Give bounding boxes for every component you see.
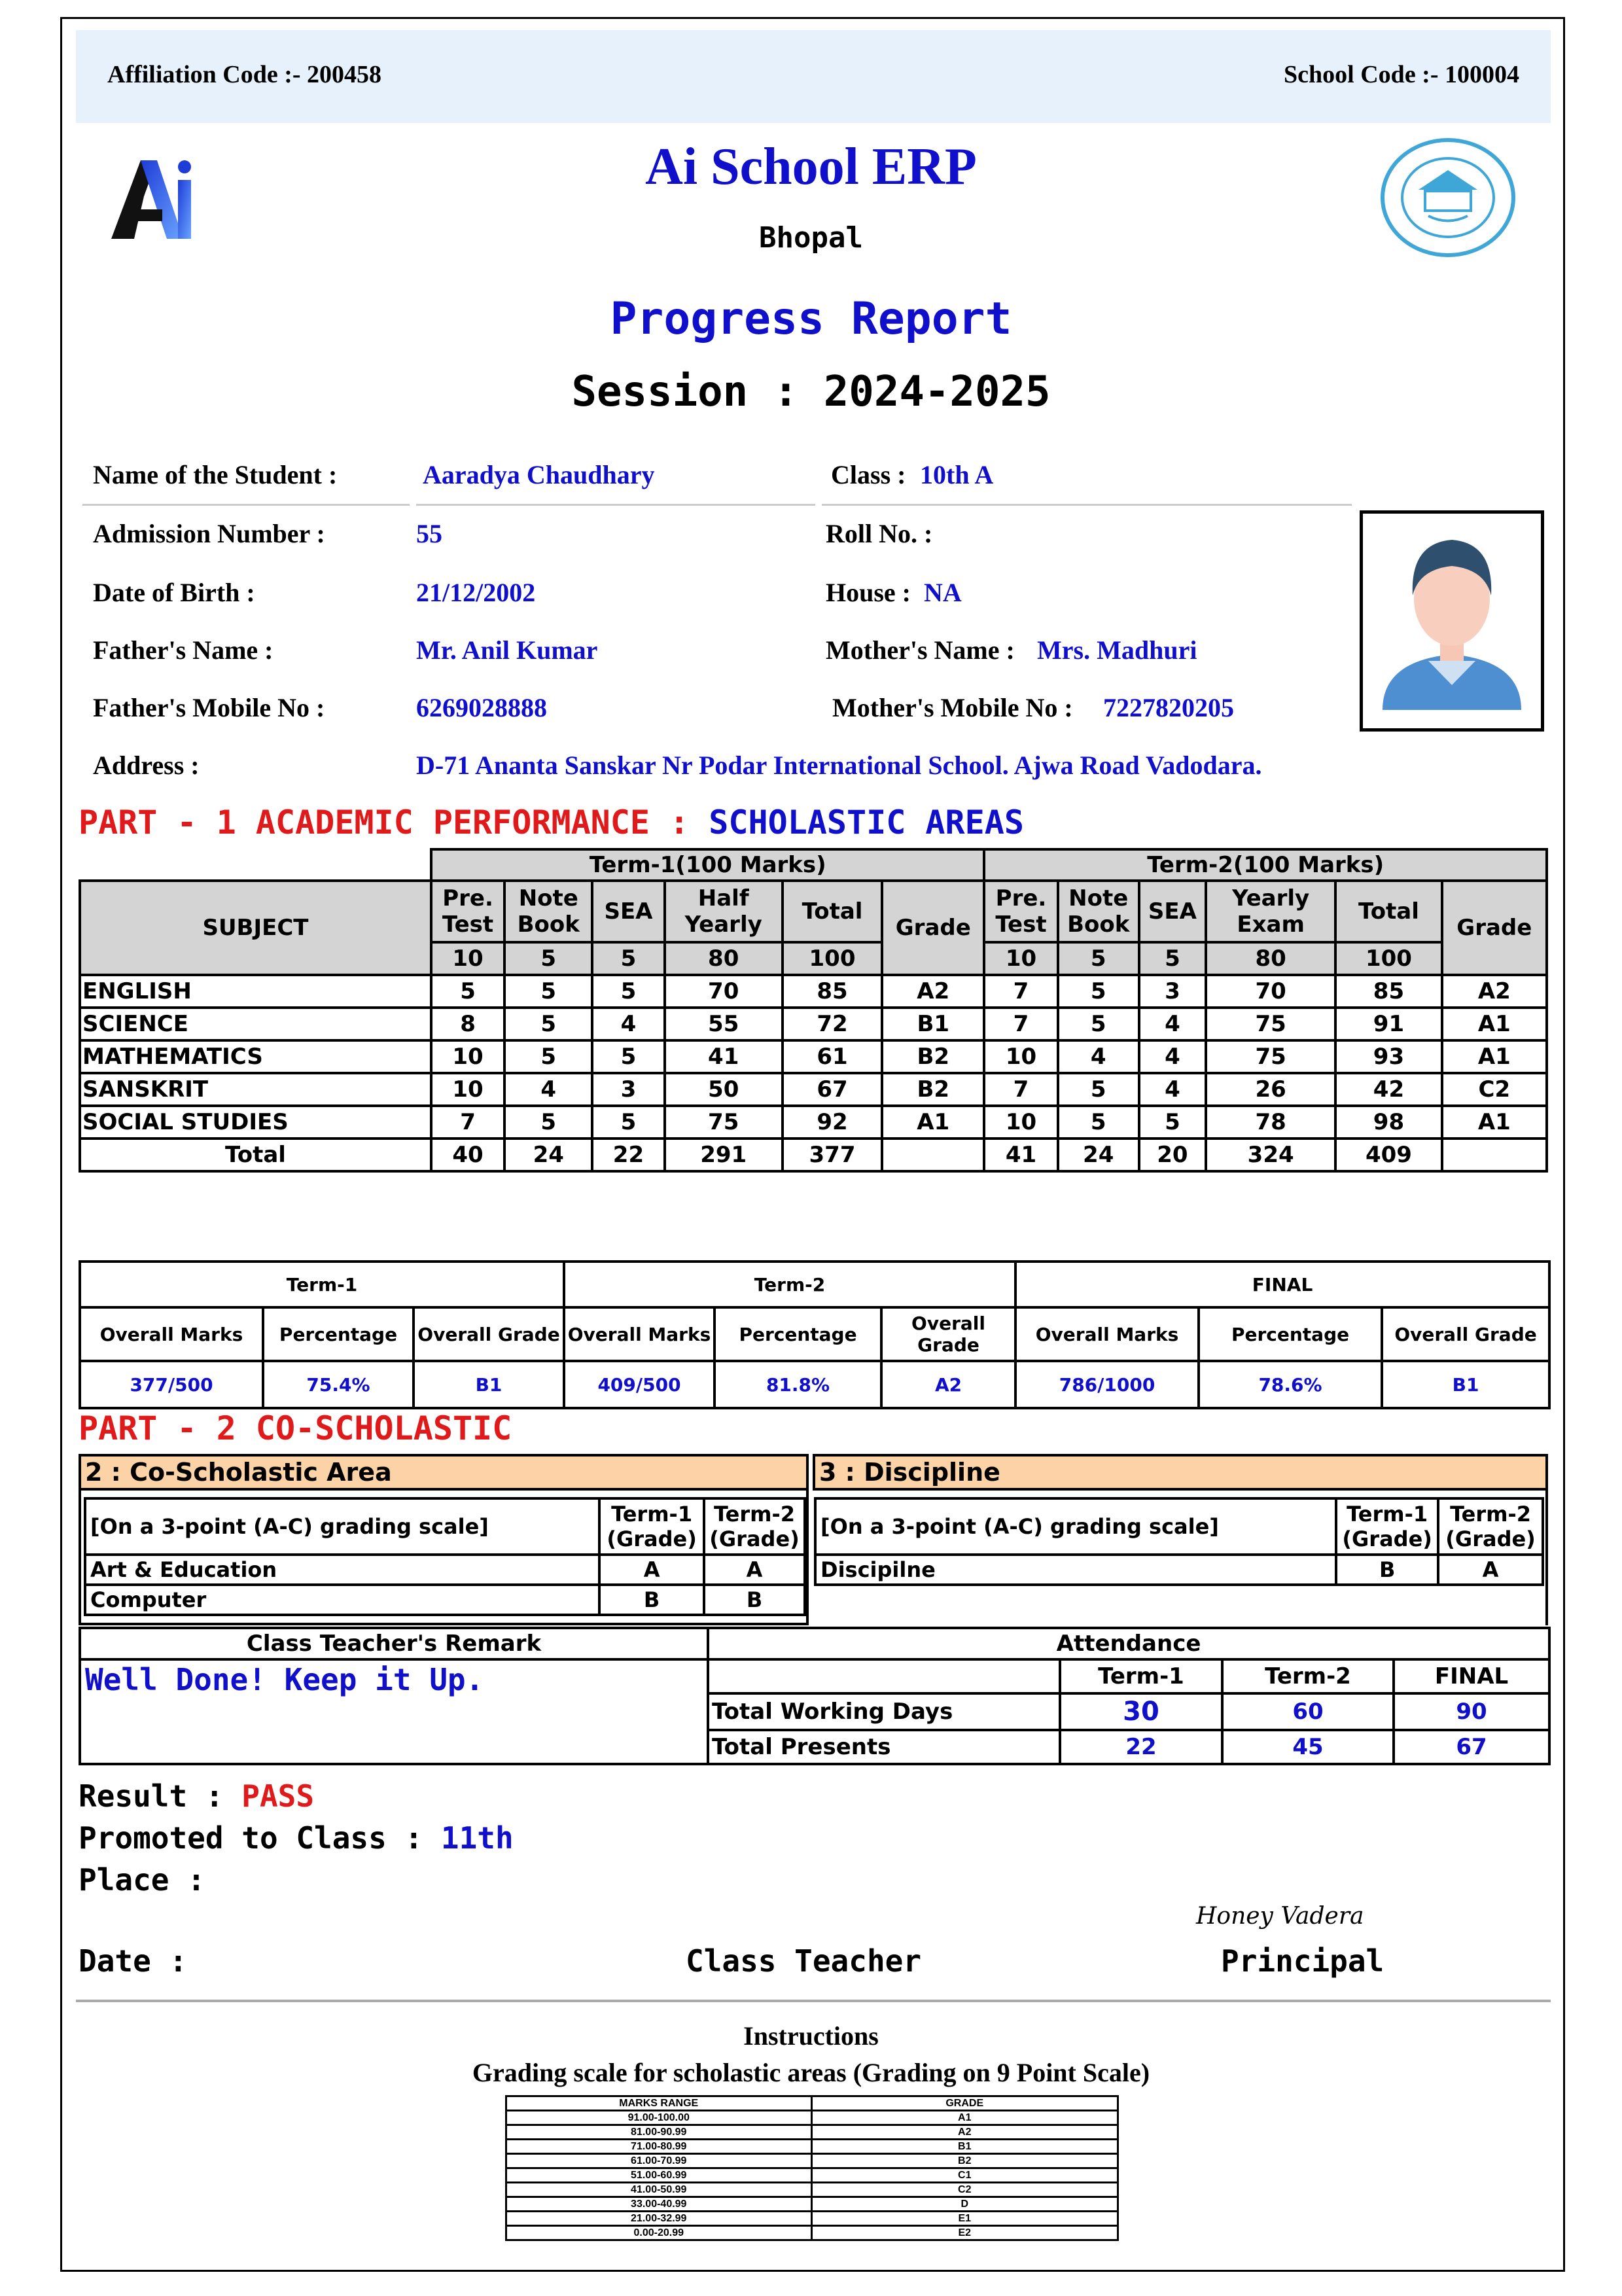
part1-heading xyxy=(79,804,1024,841)
term2-mark: 5 xyxy=(1058,975,1139,1008)
promoted-value: 11th xyxy=(440,1820,514,1856)
discipline-row xyxy=(815,1555,1543,1585)
t2-head-yearly: Yearly Exam xyxy=(1206,881,1335,942)
grading-range: 91.00-100.00 xyxy=(506,2111,812,2125)
student-name-label: Name of the Student : xyxy=(93,460,338,489)
term1-mark: 50 xyxy=(665,1073,783,1106)
result-line xyxy=(79,1778,314,1814)
t2-head-sea: SEA xyxy=(1139,881,1206,942)
coscholastic-table xyxy=(84,1497,806,1616)
grading-grade: C1 xyxy=(811,2168,1118,2183)
subject-name: ENGLISH xyxy=(80,975,431,1008)
term1-mark: 75 xyxy=(665,1106,783,1139)
disc-grade-term1: B xyxy=(1336,1555,1438,1585)
term2-header: Term-2(100 Marks) xyxy=(984,849,1547,881)
term2-grade: A1 xyxy=(1442,1008,1547,1040)
overall-group-term2: Term-2 xyxy=(564,1262,1015,1307)
term2-mark: 4 xyxy=(1139,1073,1206,1106)
attendance-title: Attendance xyxy=(708,1628,1549,1659)
promoted-label: Promoted to Class : xyxy=(79,1820,423,1856)
term1-mark: 70 xyxy=(665,975,783,1008)
term2-mark: 42 xyxy=(1335,1073,1441,1106)
grading-grade: D xyxy=(811,2197,1118,2212)
divider xyxy=(82,504,410,506)
grading-row xyxy=(506,2168,1118,2183)
discipline-table xyxy=(814,1497,1544,1586)
subject-row xyxy=(80,1106,1547,1139)
result-label: Result : xyxy=(79,1778,224,1814)
disc-t1-head: Term-1 (Grade) xyxy=(1336,1498,1438,1555)
term1-mark: 8 xyxy=(431,1008,504,1040)
term2-mark: 10 xyxy=(984,1106,1057,1139)
att-head-term2: Term-2 xyxy=(1222,1659,1394,1693)
co-scale: [On a 3-point (A-C) grading scale] xyxy=(85,1498,599,1555)
term1-mark: 92 xyxy=(783,1106,882,1139)
term1-mark: 5 xyxy=(431,975,504,1008)
student-name: Aaradya Chaudhary xyxy=(423,460,655,489)
result-value: PASS xyxy=(241,1778,315,1814)
total-row xyxy=(80,1139,1547,1171)
presents-final: 67 xyxy=(1394,1730,1549,1764)
t1-head-sea: SEA xyxy=(592,881,664,942)
disc-scale: [On a 3-point (A-C) grading scale] xyxy=(815,1498,1336,1555)
term2-mark: 93 xyxy=(1335,1040,1441,1073)
overall-group-final: FINAL xyxy=(1015,1262,1549,1307)
class-teacher-label: Class Teacher xyxy=(686,1943,922,1979)
term1-grade: A1 xyxy=(882,1106,984,1139)
attendance-blank-head xyxy=(708,1659,1060,1693)
address-label: Address : xyxy=(93,751,200,780)
co-grade-term1: B xyxy=(599,1585,704,1615)
grading-range: 51.00-60.99 xyxy=(506,2168,812,2183)
school-name: Ai School ERP xyxy=(645,138,977,196)
term2-mark: 70 xyxy=(1206,975,1335,1008)
term1-grade xyxy=(882,1139,984,1171)
term1-mark: 24 xyxy=(504,1139,592,1171)
term1-mark: 55 xyxy=(665,1008,783,1040)
grading-range: 61.00-70.99 xyxy=(506,2154,812,2168)
overall-value: B1 xyxy=(1382,1361,1549,1408)
term1-mark: 5 xyxy=(504,1040,592,1073)
term1-header: Term-1(100 Marks) xyxy=(431,849,984,881)
max-marks: 80 xyxy=(1206,942,1335,975)
att-head-term1: Term-1 xyxy=(1060,1659,1222,1693)
term2-mark: 7 xyxy=(984,975,1057,1008)
overall-value: 78.6% xyxy=(1199,1361,1382,1408)
term2-mark: 91 xyxy=(1335,1008,1441,1040)
coscholastic-row xyxy=(85,1585,805,1615)
max-marks: 100 xyxy=(1335,942,1441,975)
principal-signature: Honey Vadera xyxy=(1196,1903,1364,1930)
discipline-title: 3 : Discipline xyxy=(813,1454,1548,1491)
father-mobile-value: 6269028888 xyxy=(416,693,547,722)
overall-group-term1: Term-1 xyxy=(80,1262,564,1307)
term1-grade: A2 xyxy=(882,975,984,1008)
overall-table xyxy=(79,1260,1551,1409)
grading-row xyxy=(506,2212,1118,2226)
term1-mark: 5 xyxy=(592,1040,664,1073)
term2-mark: 5 xyxy=(1058,1106,1139,1139)
mother-label: Mother's Name : xyxy=(826,635,1015,665)
term2-mark: 10 xyxy=(984,1040,1057,1073)
subject-row xyxy=(80,1040,1547,1073)
grading-row xyxy=(506,2154,1118,2168)
admission-label: Admission Number : xyxy=(93,519,325,548)
grading-grade: A1 xyxy=(811,2111,1118,2125)
max-marks: 80 xyxy=(665,942,783,975)
term2-mark: 5 xyxy=(1139,1106,1206,1139)
grading-grade: B2 xyxy=(811,2154,1118,2168)
max-marks: 5 xyxy=(504,942,592,975)
roll-label: Roll No. : xyxy=(826,519,933,548)
session-title: Session : 2024-2025 xyxy=(571,368,1051,416)
remark-title: Class Teacher's Remark xyxy=(80,1628,708,1659)
term2-grade xyxy=(1442,1139,1547,1171)
subject-name: MATHEMATICS xyxy=(80,1040,431,1073)
grading-range: 81.00-90.99 xyxy=(506,2125,812,2140)
term1-mark: 4 xyxy=(504,1073,592,1106)
term1-mark: 5 xyxy=(504,975,592,1008)
t2-head-notebook: Note Book xyxy=(1058,881,1139,942)
overall-head: Overall Grade xyxy=(1382,1307,1549,1361)
co-t2-head: Term-2 (Grade) xyxy=(704,1498,805,1555)
class-label: Class : xyxy=(831,460,906,489)
subject-name: SOCIAL STUDIES xyxy=(80,1106,431,1139)
working-days-label: Total Working Days xyxy=(708,1693,1060,1730)
grading-head-grade: GRADE xyxy=(811,2096,1118,2111)
term2-grade: A1 xyxy=(1442,1106,1547,1139)
remark-attendance-table xyxy=(79,1627,1551,1765)
term2-mark: 3 xyxy=(1139,975,1206,1008)
term2-grade: C2 xyxy=(1442,1073,1547,1106)
father-mobile-label: Father's Mobile No : xyxy=(93,693,325,722)
report-title: Progress Report xyxy=(610,293,1012,345)
promoted-line xyxy=(79,1820,514,1856)
co-grade-term2: A xyxy=(704,1555,805,1585)
part1-heading-blue: SCHOLASTIC AREAS xyxy=(709,804,1024,841)
term1-mark: 377 xyxy=(783,1139,882,1171)
t2-head-total: Total xyxy=(1335,881,1441,942)
term1-mark: 3 xyxy=(592,1073,664,1106)
t1-head-halfyearly: Half Yearly xyxy=(665,881,783,942)
house-label: House : xyxy=(826,578,911,607)
subject-row xyxy=(80,1073,1547,1106)
school-city: Bhopal xyxy=(759,221,863,255)
presents-term2: 45 xyxy=(1222,1730,1394,1764)
subject-name: SCIENCE xyxy=(80,1008,431,1040)
overall-value: 786/1000 xyxy=(1015,1361,1199,1408)
overall-value: 75.4% xyxy=(263,1361,414,1408)
grading-grade: E1 xyxy=(811,2212,1118,2226)
term2-mark: 78 xyxy=(1206,1106,1335,1139)
grading-grade: B1 xyxy=(811,2140,1118,2154)
admission-value: 55 xyxy=(416,519,442,548)
max-marks: 10 xyxy=(984,942,1057,975)
term2-mark: 85 xyxy=(1335,975,1441,1008)
term1-mark: 5 xyxy=(504,1106,592,1139)
grading-row xyxy=(506,2111,1118,2125)
term1-mark: 22 xyxy=(592,1139,664,1171)
term2-mark: 7 xyxy=(984,1073,1057,1106)
subject-name: SANSKRIT xyxy=(80,1073,431,1106)
co-activity: Computer xyxy=(85,1585,599,1615)
presents-term1: 22 xyxy=(1060,1730,1222,1764)
max-marks: 5 xyxy=(1139,942,1206,975)
term2-mark: 4 xyxy=(1058,1040,1139,1073)
subject-row xyxy=(80,975,1547,1008)
t1-head-pretest: Pre. Test xyxy=(431,881,504,942)
working-days-term2: 60 xyxy=(1222,1693,1394,1730)
grading-grade: A2 xyxy=(811,2125,1118,2140)
att-head-final: FINAL xyxy=(1394,1659,1549,1693)
overall-head: Overall Marks xyxy=(80,1307,263,1361)
coscholastic-title: 2 : Co-Scholastic Area xyxy=(79,1454,809,1491)
principal-label: Principal xyxy=(1221,1943,1384,1979)
divider xyxy=(822,504,1352,506)
mother-mobile-label: Mother's Mobile No : xyxy=(832,693,1073,722)
affiliation-code: Affiliation Code :- 200458 xyxy=(107,61,382,88)
grading-range: 33.00-40.99 xyxy=(506,2197,812,2212)
term2-mark: 75 xyxy=(1206,1008,1335,1040)
grading-head-range: MARKS RANGE xyxy=(506,2096,812,2111)
term2-mark: 4 xyxy=(1139,1040,1206,1073)
term2-mark: 7 xyxy=(984,1008,1057,1040)
term1-grade: B1 xyxy=(882,1008,984,1040)
term2-grade: A1 xyxy=(1442,1040,1547,1073)
part1-heading-red: PART - 1 ACADEMIC PERFORMANCE : xyxy=(79,804,690,841)
term2-mark: 4 xyxy=(1139,1008,1206,1040)
term1-mark: 10 xyxy=(431,1073,504,1106)
overall-value: 409/500 xyxy=(564,1361,714,1408)
working-days-final: 90 xyxy=(1394,1693,1549,1730)
term1-mark: 4 xyxy=(592,1008,664,1040)
term1-grade: B2 xyxy=(882,1073,984,1106)
grading-grade: C2 xyxy=(811,2183,1118,2197)
term2-mark: 24 xyxy=(1058,1139,1139,1171)
grading-row xyxy=(506,2125,1118,2140)
father-value: Mr. Anil Kumar xyxy=(416,635,598,665)
t1-head-total: Total xyxy=(783,881,882,942)
term1-mark: 41 xyxy=(665,1040,783,1073)
term1-mark: 5 xyxy=(592,975,664,1008)
grading-row xyxy=(506,2140,1118,2154)
student-photo xyxy=(1360,510,1544,732)
grading-row xyxy=(506,2226,1118,2240)
term1-mark: 5 xyxy=(504,1008,592,1040)
term1-mark: 10 xyxy=(431,1040,504,1073)
co-grade-term1: A xyxy=(599,1555,704,1585)
subject-row xyxy=(80,1008,1547,1040)
disc-t2-head: Term-2 (Grade) xyxy=(1438,1498,1543,1555)
overall-value: 377/500 xyxy=(80,1361,263,1408)
overall-head: Overall Marks xyxy=(564,1307,714,1361)
overall-head: Percentage xyxy=(1199,1307,1382,1361)
grading-range: 0.00-20.99 xyxy=(506,2226,812,2240)
term2-mark: 26 xyxy=(1206,1073,1335,1106)
term2-mark: 324 xyxy=(1206,1139,1335,1171)
divider xyxy=(416,504,815,506)
term1-mark: 61 xyxy=(783,1040,882,1073)
t1-head-notebook: Note Book xyxy=(504,881,592,942)
term1-mark: 85 xyxy=(783,975,882,1008)
t2-head-grade: Grade xyxy=(1442,881,1547,975)
instructions-title: Instructions xyxy=(743,2021,879,2051)
t1-head-grade: Grade xyxy=(882,881,984,975)
term1-mark: 40 xyxy=(431,1139,504,1171)
father-label: Father's Name : xyxy=(93,635,273,665)
co-t1-head: Term-1 (Grade) xyxy=(599,1498,704,1555)
term1-mark: 72 xyxy=(783,1008,882,1040)
address-value: D-71 Ananta Sanskar Nr Podar International School. Ajwa Road Vadodara. xyxy=(416,751,1262,780)
grading-row xyxy=(506,2197,1118,2212)
overall-head: Overall Grade xyxy=(881,1307,1015,1361)
coscholastic-row xyxy=(85,1555,805,1585)
grading-range: 21.00-32.99 xyxy=(506,2212,812,2226)
overall-head: Percentage xyxy=(263,1307,414,1361)
top-bar xyxy=(76,30,1551,123)
term2-mark: 98 xyxy=(1335,1106,1441,1139)
overall-head: Percentage xyxy=(714,1307,881,1361)
house-value: NA xyxy=(924,578,962,607)
grading-scale-table xyxy=(505,2095,1119,2241)
grading-range: 71.00-80.99 xyxy=(506,2140,812,2154)
term1-grade: B2 xyxy=(882,1040,984,1073)
disc-grade-term2: A xyxy=(1438,1555,1543,1585)
presents-label: Total Presents xyxy=(708,1730,1060,1764)
t2-head-pretest: Pre. Test xyxy=(984,881,1057,942)
mother-mobile-value: 7227820205 xyxy=(1103,693,1234,722)
term2-mark: 5 xyxy=(1058,1008,1139,1040)
place-label: Place : xyxy=(79,1862,205,1898)
term1-mark: 5 xyxy=(592,1106,664,1139)
overall-value: 81.8% xyxy=(714,1361,881,1408)
term2-mark: 75 xyxy=(1206,1040,1335,1073)
grading-row xyxy=(506,2183,1118,2197)
term2-mark: 5 xyxy=(1058,1073,1139,1106)
subject-name: Total xyxy=(80,1139,431,1171)
term2-grade: A2 xyxy=(1442,975,1547,1008)
dob-label: Date of Birth : xyxy=(93,578,255,607)
remark-text: Well Done! Keep it Up. xyxy=(85,1662,484,1697)
class-value: 10th A xyxy=(920,460,994,489)
max-marks: 10 xyxy=(431,942,504,975)
max-marks: 5 xyxy=(1058,942,1139,975)
overall-value: B1 xyxy=(414,1361,564,1408)
overall-head: Overall Grade xyxy=(414,1307,564,1361)
date-label: Date : xyxy=(79,1943,188,1979)
term2-mark: 409 xyxy=(1335,1139,1441,1171)
mother-value: Mrs. Madhuri xyxy=(1037,635,1197,665)
term2-mark: 41 xyxy=(984,1139,1057,1171)
working-days-term1: 30 xyxy=(1060,1693,1222,1730)
part2-heading: PART - 2 CO-SCHOLASTIC xyxy=(79,1409,512,1447)
term1-mark: 291 xyxy=(665,1139,783,1171)
subject-header: SUBJECT xyxy=(80,881,431,975)
max-marks: 5 xyxy=(592,942,664,975)
max-marks: 100 xyxy=(783,942,882,975)
discipline-item: Discipilne xyxy=(815,1555,1336,1585)
grading-grade: E2 xyxy=(811,2226,1118,2240)
term2-mark: 20 xyxy=(1139,1139,1206,1171)
term1-mark: 7 xyxy=(431,1106,504,1139)
co-grade-term2: B xyxy=(704,1585,805,1615)
term1-mark: 67 xyxy=(783,1073,882,1106)
remark-text-cell xyxy=(80,1659,708,1764)
dob-value: 21/12/2002 xyxy=(416,578,536,607)
footer-divider xyxy=(76,2000,1551,2002)
grading-range: 41.00-50.99 xyxy=(506,2183,812,2197)
overall-value: A2 xyxy=(881,1361,1015,1408)
co-activity: Art & Education xyxy=(85,1555,599,1585)
school-code: School Code :- 100004 xyxy=(1284,61,1519,88)
overall-head: Overall Marks xyxy=(1015,1307,1199,1361)
instructions-subtitle: Grading scale for scholastic areas (Grading on 9 Point Scale) xyxy=(472,2058,1150,2087)
scholastic-table xyxy=(79,848,1548,1173)
